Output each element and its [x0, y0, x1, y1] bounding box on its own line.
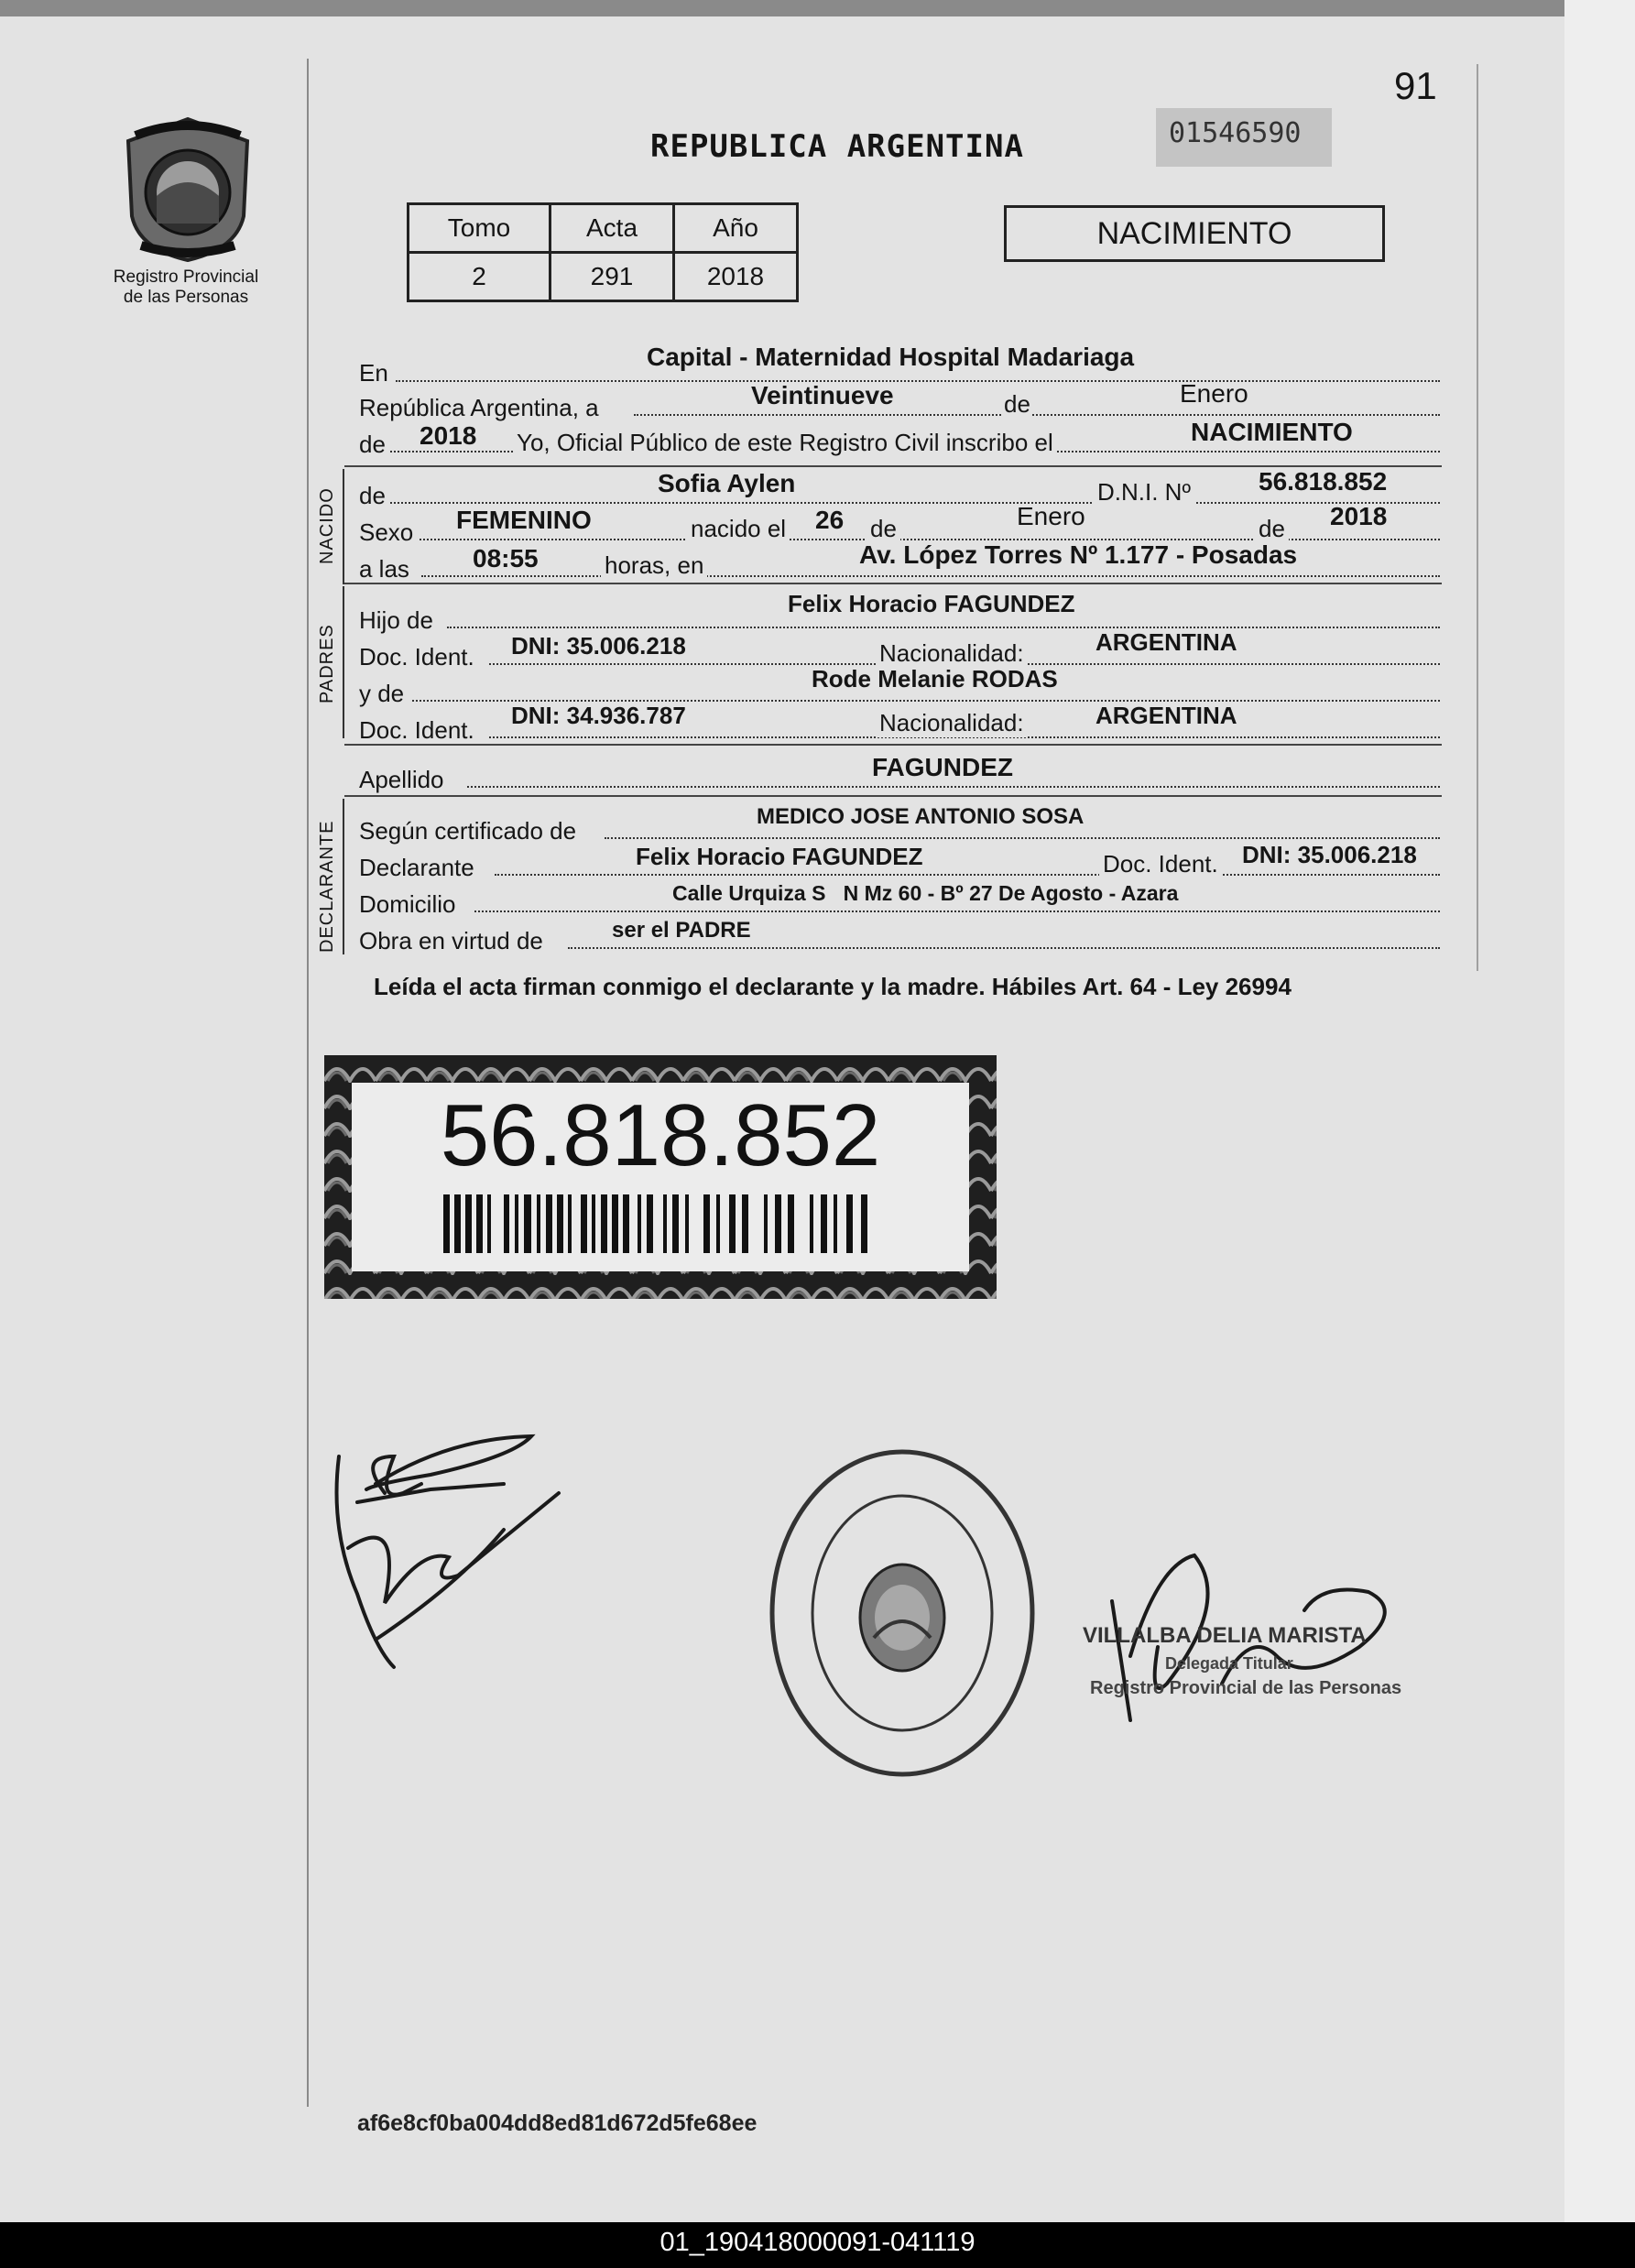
- declarante-bar: [343, 799, 344, 954]
- label-domicilio: Domicilio: [359, 890, 456, 918]
- value-sexo: FEMENINO: [456, 506, 592, 534]
- label-doc-padre: Doc. Ident.: [359, 643, 474, 671]
- value-madre-doc: DNI: 34.936.787: [511, 702, 686, 729]
- dotline-hora: [421, 575, 1440, 577]
- table-value-acta: 291: [550, 253, 674, 301]
- section-declarante: DECLARANTE: [317, 820, 337, 953]
- table-header-anio: Año: [674, 204, 798, 253]
- divider-4: [344, 795, 1442, 797]
- official-name: VILLALBA DELIA MARISTA: [1083, 1623, 1367, 1648]
- label-y-de: y de: [359, 680, 405, 707]
- dotline-en: [396, 380, 1440, 382]
- label-en: En: [359, 359, 388, 387]
- value-nombre: Sofia Aylen: [658, 469, 796, 497]
- label-oficial: Yo, Oficial Público de este Registro Civil inscribo el: [513, 429, 1057, 457]
- value-dni: 56.818.852: [1259, 467, 1388, 496]
- value-domicilio-nacimiento: Av. López Torres Nº 1.177 - Posadas: [859, 540, 1298, 569]
- label-sexo: Sexo: [359, 518, 414, 546]
- value-dia-nacimiento: 26: [815, 506, 845, 534]
- value-certificado: MEDICO JOSE ANTONIO SOSA: [757, 804, 1085, 829]
- value-madre-nacionalidad: ARGENTINA: [1095, 702, 1237, 729]
- registry-name: Registro Provincial de las Personas: [113, 267, 259, 307]
- label-de-mes-nac: de: [867, 515, 900, 543]
- dotline-declarante: [495, 874, 1440, 876]
- scan-top-strip: [0, 0, 1564, 16]
- official-role: Delegada Titular: [1165, 1654, 1293, 1673]
- value-padre-doc: DNI: 35.006.218: [511, 632, 686, 660]
- label-doc-madre: Doc. Ident.: [359, 716, 474, 744]
- dotline-apellido: [467, 786, 1440, 788]
- record-table: [407, 202, 799, 302]
- dotline-republica: [634, 414, 1440, 416]
- scan-right-edge: [1564, 0, 1635, 2222]
- label-doc-declarante: Doc. Ident.: [1099, 850, 1222, 878]
- page-number: 91: [1394, 64, 1437, 107]
- misiones-logo: [119, 114, 256, 264]
- label-nacionalidad-madre: Nacionalidad:: [876, 709, 1028, 737]
- value-anio-nacimiento: 2018: [1330, 502, 1388, 530]
- value-domicilio-declarante: Calle Urquiza S N Mz 60 - Bº 27 De Agosto - Azara: [672, 881, 1179, 905]
- value-padre-nacionalidad: ARGENTINA: [1095, 628, 1237, 656]
- value-mes-inscripcion: Enero: [1180, 379, 1248, 408]
- table-value-anio: 2018: [674, 253, 798, 301]
- label-de-anio: de: [359, 431, 386, 458]
- label-dni: D.N.I. Nº: [1094, 478, 1194, 507]
- value-declarante-doc: DNI: 35.006.218: [1242, 841, 1417, 868]
- section-padres: PADRES: [317, 624, 337, 703]
- label-horas-en: horas, en: [601, 551, 707, 580]
- label-segun: Según certificado de: [359, 817, 577, 845]
- table-value-tomo: 2: [409, 253, 550, 301]
- label-obra: Obra en virtud de: [359, 927, 543, 954]
- label-declarante: Declarante: [359, 854, 474, 881]
- table-header-tomo: Tomo: [409, 204, 550, 253]
- label-de-mes: de: [1004, 390, 1030, 418]
- value-apellido: FAGUNDEZ: [872, 753, 1013, 781]
- value-mes-nacimiento: Enero: [1017, 502, 1085, 530]
- padres-bar: [343, 586, 344, 738]
- dni-barcode: [443, 1194, 874, 1253]
- table-header-acta: Acta: [550, 204, 674, 253]
- dni-label-number: 56.818.852: [440, 1086, 881, 1184]
- value-obra: ser el PADRE: [612, 918, 751, 943]
- record-type-box: NACIMIENTO: [1004, 205, 1385, 262]
- value-madre: Rode Melanie RODAS: [812, 665, 1058, 692]
- control-number: 01546590: [1169, 117, 1302, 149]
- label-hijo-de: Hijo de: [359, 606, 433, 634]
- closing-text: Leída el acta firman conmigo el declarante y la madre. Hábiles Art. 64 - Ley 26994: [374, 973, 1292, 1000]
- label-nacionalidad-padre: Nacionalidad:: [876, 639, 1028, 668]
- value-lugar: Capital - Maternidad Hospital Madariaga: [647, 343, 1135, 371]
- dotline-padre: [447, 627, 1440, 628]
- header-title: REPUBLICA ARGENTINA: [650, 128, 1024, 165]
- divider-3: [344, 744, 1442, 746]
- label-nacido-el: nacido el: [687, 515, 790, 543]
- value-anio-inscripcion: 2018: [420, 421, 477, 450]
- dotline-obra: [568, 947, 1440, 949]
- declarant-signature: [321, 1420, 577, 1685]
- dotline-nombre: [390, 502, 1440, 504]
- value-declarante: Felix Horacio FAGUNDEZ: [636, 843, 923, 870]
- dotline-segun: [605, 837, 1440, 839]
- label-apellido: Apellido: [359, 766, 444, 793]
- official-stamp: [764, 1444, 1041, 1783]
- hash-code: af6e8cf0ba004dd8ed81d672d5fe68ee: [357, 2110, 758, 2136]
- label-republica: República Argentina, a: [359, 394, 599, 421]
- footer-id: 01_190418000091-041119: [659, 2228, 976, 2257]
- dotline-domicilio: [474, 910, 1440, 912]
- value-padre: Felix Horacio FAGUNDEZ: [788, 590, 1075, 617]
- divider-2: [344, 583, 1442, 584]
- value-hora: 08:55: [473, 544, 539, 572]
- section-nacido: NACIDO: [317, 487, 337, 564]
- official-office: Registro Provincial de las Personas: [1090, 1678, 1402, 1698]
- value-tipo-inscripcion: NACIMIENTO: [1191, 418, 1353, 446]
- dni-label: [324, 1055, 997, 1299]
- left-margin-line: [307, 59, 309, 2107]
- label-a-las: a las: [359, 555, 409, 583]
- label-de-anio-nac: de: [1255, 515, 1289, 543]
- label-de-nombre: de: [359, 482, 386, 509]
- value-dia-inscripcion: Veintinueve: [751, 381, 894, 409]
- right-margin-line: [1477, 64, 1478, 971]
- control-number-box: [1156, 108, 1332, 167]
- nacido-bar: [343, 469, 344, 584]
